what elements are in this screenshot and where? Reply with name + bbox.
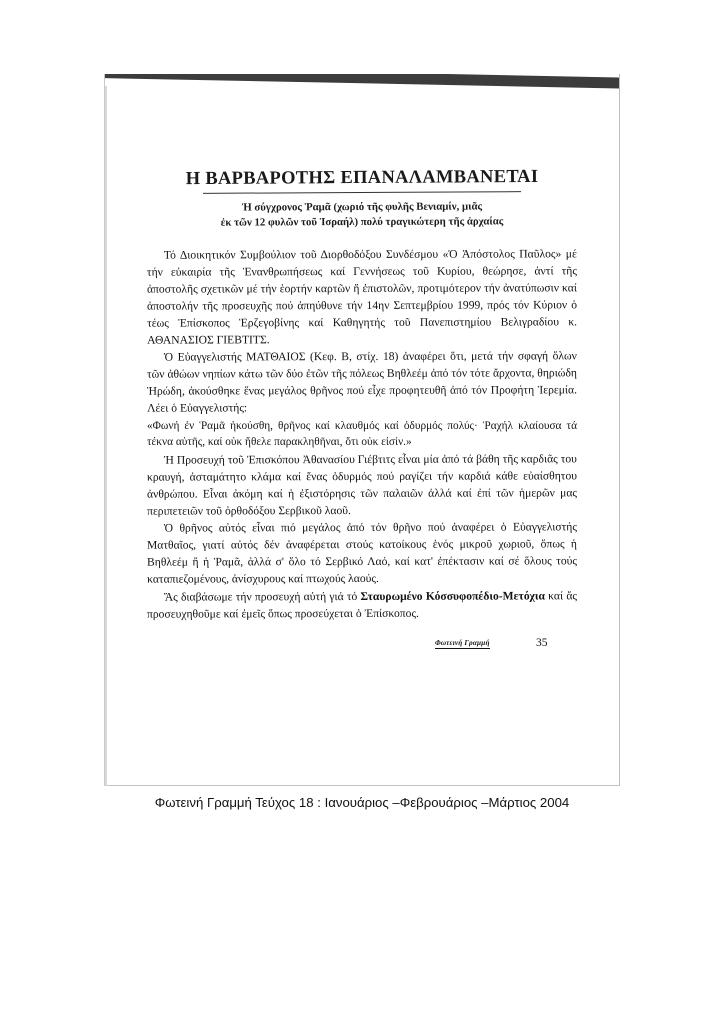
scan-left-edge — [105, 86, 107, 786]
scan-footer — [147, 637, 577, 657]
scan-top-edge-shadow — [105, 74, 619, 90]
paragraph-5: Ἄς διαβάσωμε τήν προσευχή αὐτή γιά τό Σταυρωμένο Κόσσυφοπέδιο-Μετόχια καί ἄς προσευχηθοῦμε καί ἐμεῖς ὅπως προσεύχεται ὁ Ἐπίσκοπος. — [147, 588, 578, 621]
paragraph-4: Ὁ θρῆνος αὐτός εἶναι πιό μεγάλος ἀπό τόν θρῆνο πού ἀναφέρει ὁ Εὐαγγελιστής Ματθαῖος, γιατί αὐτός δέν ἀναφέρεται στούς κατοίκους ἑνός μικροῦ χωριοῦ, ὅπως ἡ Βηθλεέμ ἤ ἡ Ῥαμᾶ, ἀλλά σ' ὅλο τό Σερβικό Λαό, καί κατ' ἐπέκτασιν καί σέ ὅλους τούς καταπιεζομένους, ἀνίσχυρους καί πτωχούς λαούς. — [146, 520, 578, 586]
subtitle-line-2: ἐκ τῶν 12 φυλῶν τοῦ Ἰσραήλ) πολύ τραγικώτερη τῆς ἀρχαίας — [220, 215, 504, 229]
subtitle-line-1: Ἡ σύγχρονος Ῥαμᾶ (χωριό τῆς φυλῆς Βενιαμίν, μιᾶς — [241, 200, 483, 214]
emphasised-phrase: Σταυρωμένο — [360, 589, 423, 603]
paragraph-1: Τό Διοικητικόν Συμβούλιον τοῦ Διορθοδόξου Συνδέσμου «Ὁ Ἀπόστολος Παῦλος» μέ τήν εὐκαιρία τῆς Ἐνανθρωπήσεως καί Γεννήσεως τοῦ Κυρίου, θεώρησε, ἀντί τῆς ἀποστολῆς σχετικῶν μέ τήν ἑορτήν καρτῶν ἤ ἐπιστολῶν, προτιμότερον τήν ἀνατύπωσιν καί ἀποστολήν τῆς προσευχῆς πού ἀπηύθυνε τήν 14ην Σεπτεμβρίου 1999, πρός τόν Κύριον ὁ τέως Ἐπίσκοπος Ἑρζεγοβίνης καί Καθηγητής τοῦ Πανεπιστημίου Βελιγραδίου κ. ΑΘΑΝΑΣΙΟΣ ΓΙΕΒΤΙΤΣ. — [146, 246, 578, 347]
issue-caption: Φωτεινή Γραμμή Τεύχος 18 : Ιανουάριος –Φεβρουάριος –Μάρτιος 2004 — [154, 795, 570, 810]
page-subtitle — [147, 199, 577, 232]
scanned-page — [104, 74, 620, 786]
scripture-quote: «Φωνή ἐν Ῥαμᾶ ἠκούσθη, θρῆνος καί κλαυθμός καί ὀδυρμός πολύς· Ῥαχήλ κλαίουσα τά τέκνα αὐτῆς, καί οὐκ ἤθελε παρακληθῆναι, ὅτι οὐκ εἰσίν.» — [147, 420, 577, 449]
paragraph-3: Ἡ Προσευχή τοῦ Ἐπισκόπου Ἀθανασίου Γιέβτιτς εἶναι μία ἀπό τά βάθη τῆς καρδιᾶς του κραυγή, ἀσταμάτητο κλάμα καί ἕνας ὀδυρμός πού ραγίζει τήν καρδιά κάθε εὐαίσθητου ἀνθρώπου. Εἶναι ἀκόμη καί ἡ ἐξιστόρησις τῶν παλαιῶν ἀλλά καί ἐπί τῶν ἡμερῶν μας περιπετειῶν τοῦ ὀρθοδόξου Σερβικοῦ λαοῦ. — [146, 452, 578, 518]
document-text-column — [147, 168, 577, 623]
page-number: 35 — [536, 637, 548, 649]
journal-logo-text: Φωτεινή Γραμμή — [435, 639, 490, 647]
emphasised-phrase: Κόσσυφοπέδιο-Μετόχια — [425, 589, 545, 603]
title-underline-rule — [203, 191, 521, 194]
page-title: Η ΒΑΡΒΑΡΟΤΗΣ ΕΠΑΝΑΛΑΜΒΑΝΕΤΑΙ — [185, 166, 539, 190]
paragraph-2: Ὁ Εὐαγγελιστής ΜΑΤΘΑΙΟΣ (Κεφ. Β, στίχ. 18) ἀναφέρει ὅτι, μετά τήν σφαγή ὅλων τῶν ἀθώων νηπίων κάτω τῶν δύο ἐτῶν τῆς πόλεως Βηθλεέμ ἀπό τόν τότε ἄρχοντα, θηριώδη Ἡρώδη, ἀκούσθηκε ἕνας μεγάλος θρῆνος πού εἶχε προφητευθῆ ἀπό τόν Προφήτη Ἱερεμία. Λέει ὁ Εὐαγγελιστής: — [146, 349, 578, 415]
